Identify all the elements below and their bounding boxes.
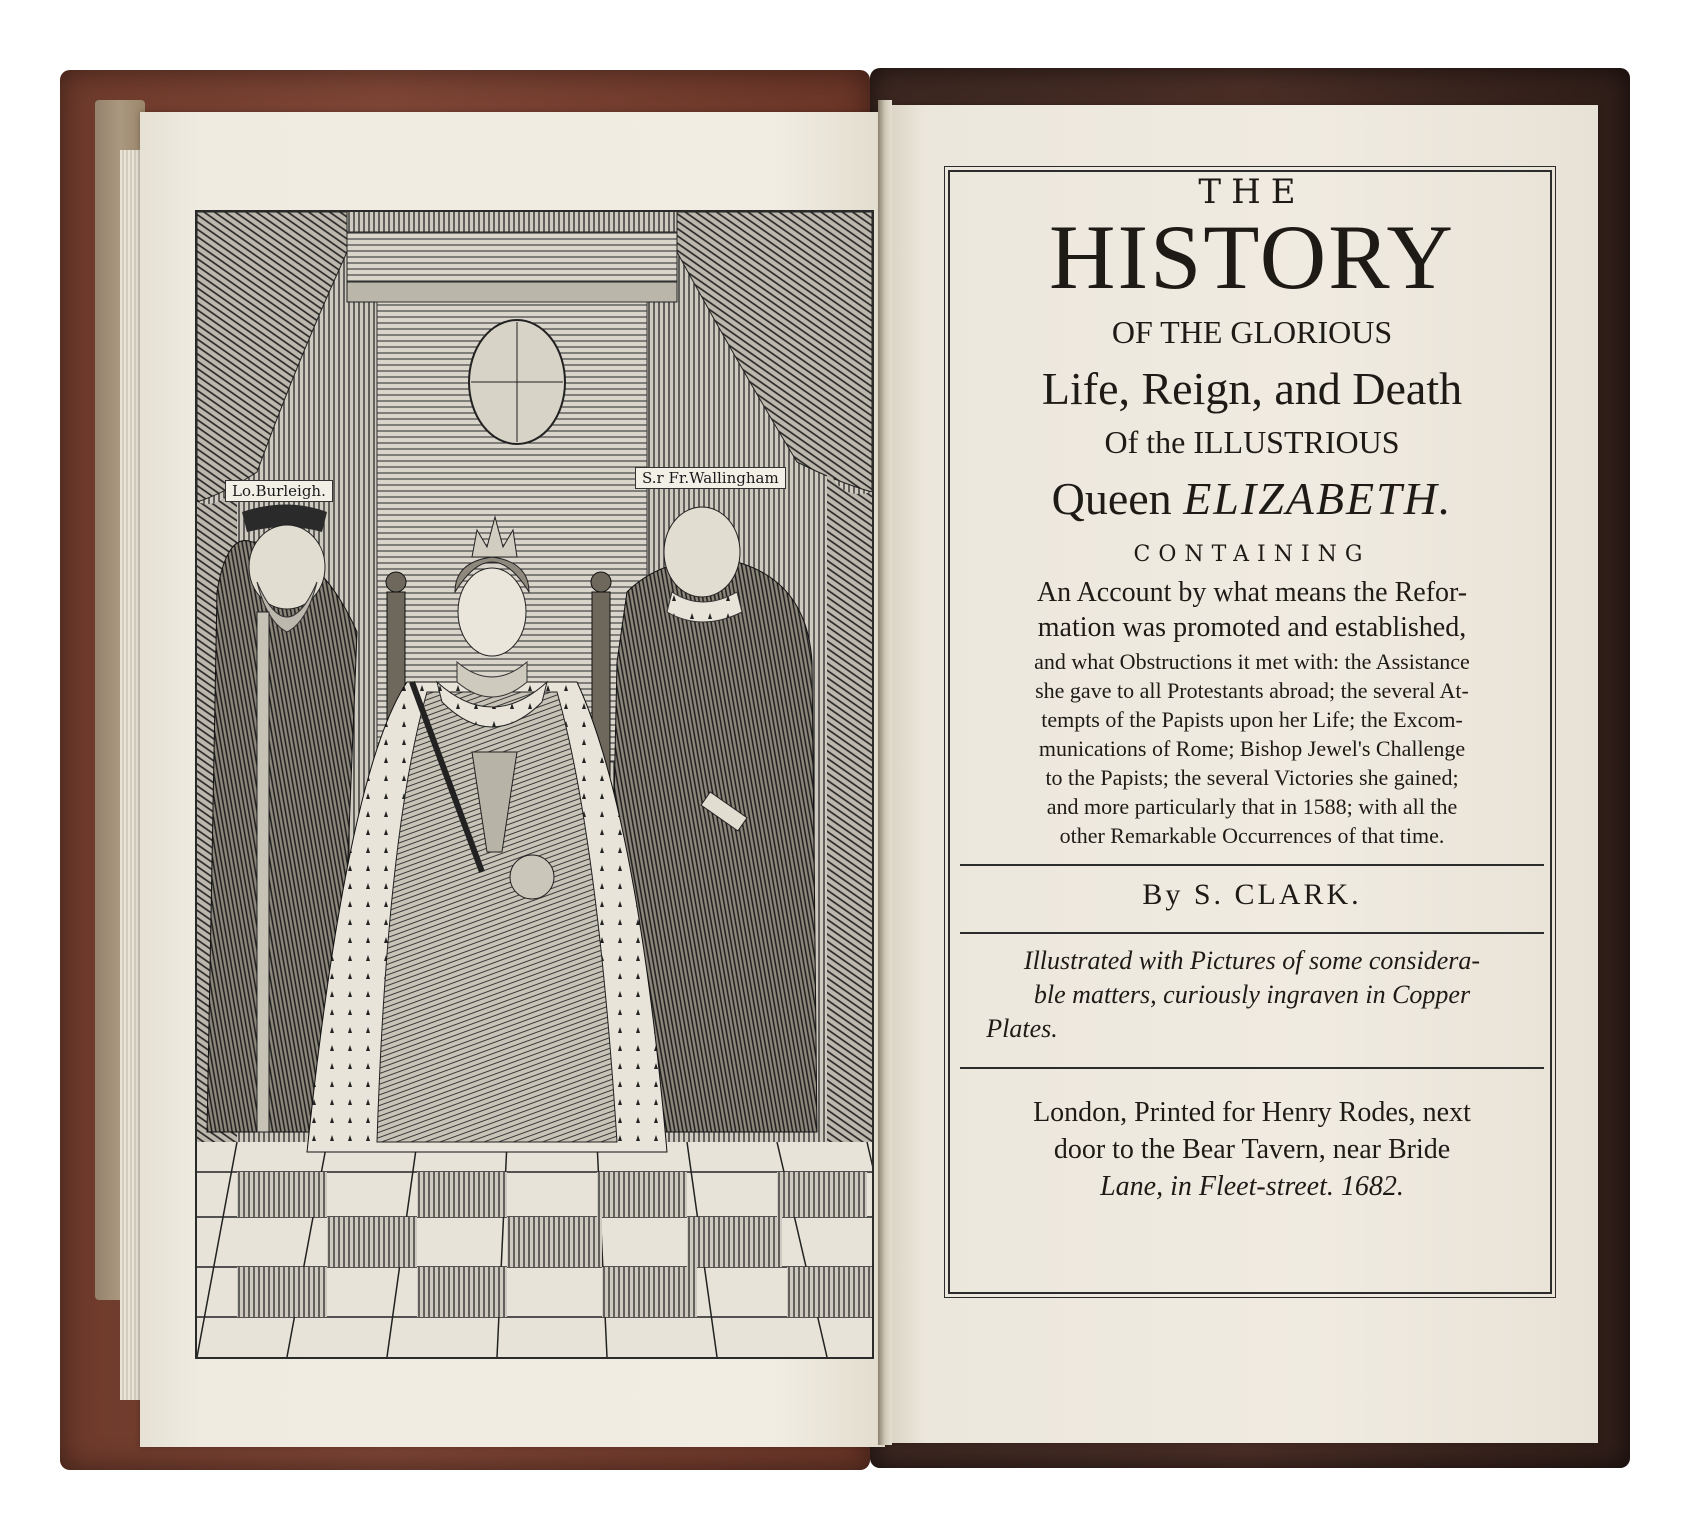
description-line: munications of Rome; Bishop Jewel's Challenge xyxy=(1038,736,1466,761)
imprint-line: London, Printed for Henry Rodes, next xyxy=(1033,1097,1471,1128)
description-line: mation was promoted and established, xyxy=(1037,612,1467,643)
title-of-the-glorious: OF THE GLORIOUS xyxy=(1111,314,1393,350)
description-line: she gave to all Protestants abroad; the several At- xyxy=(1035,678,1469,703)
illustrated-line: Illustrated with Pictures of some considera- xyxy=(1023,946,1481,975)
author-line: By S. CLARK. xyxy=(1142,878,1362,911)
description-line: An Account by what means the Refor- xyxy=(1036,577,1468,608)
rule-3 xyxy=(960,1067,1544,1069)
title-life-reign-death: Life, Reign, and Death xyxy=(1041,363,1463,414)
imprint-line: door to the Bear Tavern, near Bride xyxy=(1053,1134,1451,1165)
title-queen: Queen xyxy=(1051,473,1172,524)
illustrated-line: ble matters, curiously ingraven in Copper xyxy=(1033,980,1471,1009)
imprint-line: Lane, in Fleet-street. 1682. xyxy=(1100,1171,1404,1202)
label-walsingham: S.r Fr.Wallingham xyxy=(635,467,786,489)
frontispiece-engraving xyxy=(195,210,874,1359)
description-line: and more particularly that in 1588; with all the xyxy=(1046,794,1458,819)
title-elizabeth: ELIZABETH. xyxy=(1183,473,1453,524)
description-line: other Remarkable Occurrences of that time. xyxy=(1059,823,1445,848)
description-line: tempts of the Papists upon her Life; the Excom- xyxy=(1041,707,1463,732)
containing-heading: CONTAINING xyxy=(1133,542,1371,567)
description-line: and what Obstructions it met with: the Assistance xyxy=(1034,649,1470,674)
rule-1 xyxy=(960,864,1544,866)
rule-2 xyxy=(960,932,1544,934)
engraving-illustration xyxy=(197,212,872,1357)
checkered-floor xyxy=(197,1142,872,1357)
title-history: HISTORY xyxy=(1049,206,1455,308)
book-gutter xyxy=(878,100,892,1445)
description-line: to the Papists; the several Victories she gained; xyxy=(1045,765,1459,790)
label-burleigh: Lo.Burleigh. xyxy=(225,480,333,502)
title-the: THE xyxy=(1198,172,1306,212)
coat-of-arms xyxy=(469,320,565,444)
illustrated-line: Plates. xyxy=(986,1014,1058,1043)
title-queen-elizabeth xyxy=(952,472,1552,525)
title-of-the-illustrious: Of the ILLUSTRIOUS xyxy=(1104,424,1400,460)
